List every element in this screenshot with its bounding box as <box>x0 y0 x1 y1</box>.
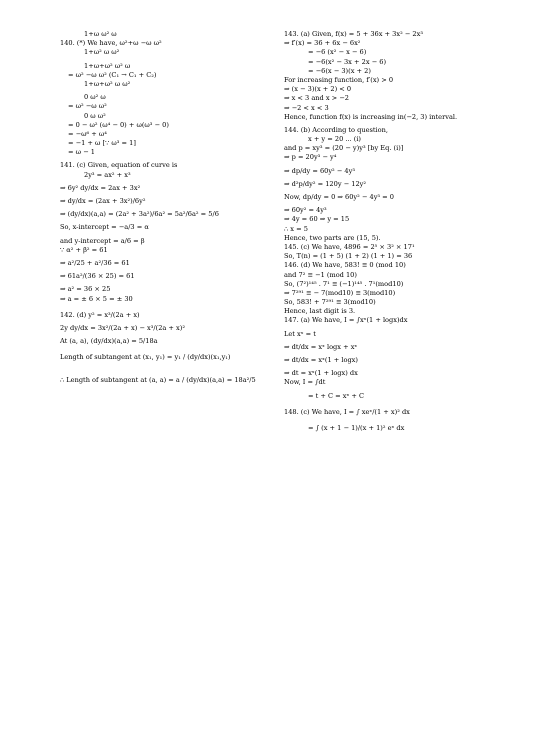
step-line: = −1 + ω [∵ ω³ = 1] <box>68 139 136 148</box>
step-line: Hence, two parts are (15, 5). <box>284 233 381 242</box>
step-line: = −ω⁶ + ω⁴ <box>68 129 107 138</box>
step-line: ⇒ a²/25 + a²/36 = 61 <box>60 258 130 267</box>
step-line: ⇒ a = ± 6 × 5 = ± 30 <box>60 294 133 303</box>
step-line: 2y³ = ax² + x³ <box>84 170 131 179</box>
step-line: = −6(x² − 3x + 2x − 6) <box>308 57 387 66</box>
step-line: 2y dy/dx = 3x²/(2a + x) − x³/(2a + x)² <box>60 323 185 332</box>
step-line: So, x-intercept = −a/3 = α <box>60 223 149 232</box>
step-line: For increasing function, f′(x) > 0 <box>284 75 394 84</box>
step-line: ⇒ dp/dy = 60y² − 4y³ <box>284 166 355 175</box>
step-line: ∴ Length of subtangent at (a, a) = a / (dy/dx)(a,a) = 18a²/5 <box>60 376 256 385</box>
det-row: = ω² −ω ω² (C₁ → C₁ + C₂) <box>68 70 157 79</box>
step-line: ⇒ a² = 36 × 25 <box>60 285 111 294</box>
solution-140-header: 140. (*) We have, ω²+ω −ω ω² <box>60 39 162 48</box>
step-line: ⇒ x < 3 and x > −2 <box>284 94 349 103</box>
solution-143-header: 143. (a) Given, f(x) = 5 + 36x + 3x² − 2x³ <box>284 30 423 38</box>
step-line: ⇒ 6y² dy/dx = 2ax + 3x² <box>60 183 141 192</box>
solution-145-header: 145. (c) We have, 4896 = 2⁵ × 3² × 17¹ <box>284 242 415 251</box>
det-row: 0 ω ω² <box>84 111 106 120</box>
step-line: At (a, a), (dy/dx)(a,a) = 5/18a <box>60 337 158 346</box>
step-line: ⇒ 4y = 60 ⇒ y = 15 <box>284 215 350 224</box>
step-line: and 7² ≡ −1 (mod 10) <box>284 270 357 279</box>
step-line: ∴ x = 5 <box>284 224 308 233</box>
step-line: ⇒ dt = xˣ(1 + logx) dx <box>284 369 358 378</box>
step-line: = 0 − ω² (ω⁴ − 0) + ω(ω³ − 0) <box>68 120 169 129</box>
step-line: ⇒ 60y² = 4y³ <box>284 206 327 215</box>
step-line: Let xˣ = t <box>284 329 316 338</box>
step-line: ⇒ 7²⁹¹ ≡ − 7(mod10) ≡ 3(mod10) <box>284 288 396 297</box>
det-row: 1+ω+ω² ω ω² <box>84 79 131 88</box>
det-row: 1+ω ω² ω <box>84 30 117 38</box>
step-line: ⇒ f′(x) = 36 + 6x − 6x² <box>284 39 361 48</box>
step-line: and y-intercept = a/6 = β <box>60 236 145 245</box>
solution-144-header: 144. (b) According to question, <box>284 125 388 134</box>
step-line: Hence, function f(x) is increasing in(−2, 3) interval. <box>284 112 458 121</box>
solution-148-header: 148. (c) We have, I = ∫ xeˣ/(1 + x)² dx <box>284 407 410 416</box>
solution-142-header: 142. (d) y² = x³/(2a + x) <box>60 310 140 319</box>
step-line: Now, I = ∫dt <box>284 378 326 387</box>
step-line: ⇒ dt/dx = xˣ(1 + logx) <box>284 356 358 364</box>
det-row: 1+ω² ω ω² <box>84 48 120 57</box>
step-line: ⇒ dy/dx = (2ax + 3x²)/6y² <box>60 197 146 205</box>
solution-141-header: 141. (c) Given, equation of curve is <box>60 161 178 170</box>
step-line: ⇒ 61a²/(36 × 25) = 61 <box>60 272 135 281</box>
left-column <box>60 30 265 386</box>
step-line: Hence, last digit is 3. <box>284 307 356 316</box>
step-line: ∵ α² + β² = 61 <box>60 245 108 254</box>
step-line: ⇒ −2 < x < 3 <box>284 103 329 112</box>
step-line: ⇒ d²p/dy² = 120y − 12y² <box>284 179 367 188</box>
step-line: = −6 (x² − x − 6) <box>308 48 367 57</box>
det-row: = ω² −ω ω² <box>68 102 107 111</box>
det-row: 0 ω² ω <box>84 93 106 102</box>
right-column <box>284 30 494 433</box>
det-row: 1+ω+ω² ω² ω <box>84 61 131 70</box>
step-line: Now, dp/dy = 0 ⇒ 60y² − 4y³ = 0 <box>284 193 394 201</box>
step-line: ⇒ p = 20y³ − y⁴ <box>284 153 337 162</box>
step-line: So, (7²)¹⁴⁵ . 7¹ ≡ (−1)¹⁴⁵ . 7¹(mod10) <box>284 279 404 288</box>
step-line: So, T(n) = (1 + 5) (1 + 2) (1 + 1) = 36 <box>284 252 413 261</box>
step-line: and p = xy³ = (20 − y)y³ [by Eq. (i)] <box>284 144 404 153</box>
step-line: = ∫ (x + 1 − 1)/(x + 1)² eˣ dx <box>308 423 405 432</box>
step-line: = ω − 1 <box>68 148 95 157</box>
step-line: = −6(x − 3)(x + 2) <box>308 66 371 75</box>
step-line: x + y = 20 ... (i) <box>308 135 362 144</box>
solution-146-header: 146. (d) We have, 583! ≡ 0 (mod 10) <box>284 261 406 270</box>
step-line: Length of subtangent at (x₁, y₁) = y₁ / (dy/dx)(x₁,y₁) <box>60 353 231 362</box>
step-line: ⇒ (dy/dx)(a,a) = (2a² + 3a²)/6a² = 5a²/6a² = 5/6 <box>60 210 219 219</box>
step-line: ⇒ (x − 3)(x + 2) < 0 <box>284 85 352 94</box>
step-line: ⇒ dt/dx = xˣ logx + xˣ <box>284 342 358 351</box>
step-line: So, 583! + 7²⁹¹ ≡ 3(mod10) <box>284 298 376 307</box>
step-line: = t + C = xˣ + C <box>308 391 365 400</box>
solution-147-header: 147. (a) We have, I = ∫xˣ(1 + logx)dx <box>284 316 408 325</box>
